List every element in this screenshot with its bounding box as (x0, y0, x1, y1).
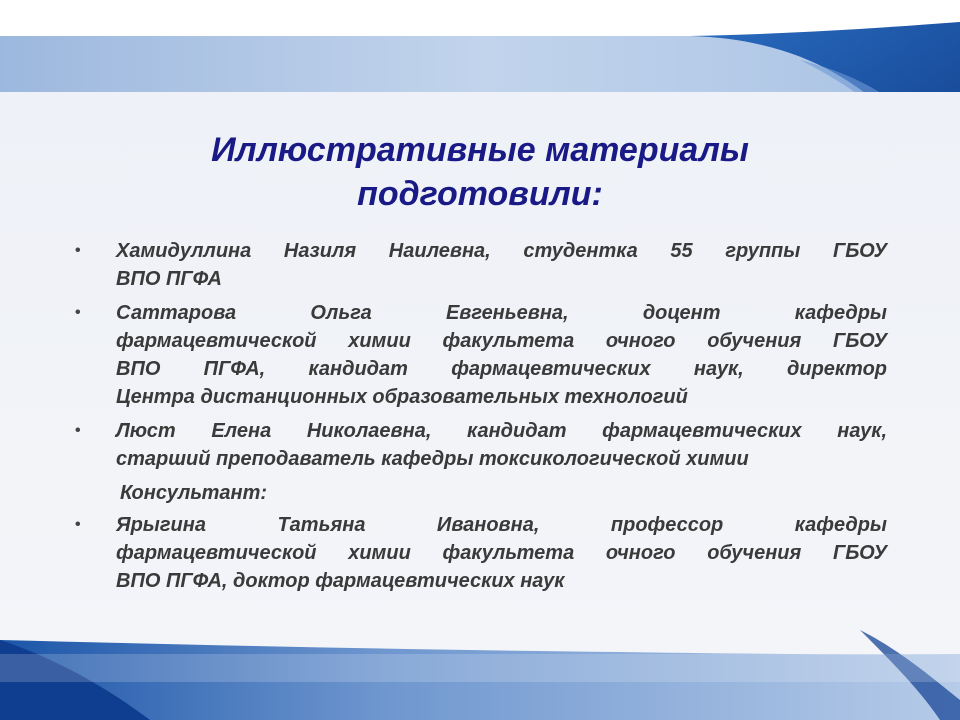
credits-list (75, 237, 887, 601)
list-item (75, 511, 887, 595)
item-line: фармацевтической химии факультета очного обучения ГБОУ (116, 542, 887, 564)
bullet: • (75, 304, 81, 321)
list-item (75, 299, 887, 411)
item-line: Ярыгина Татьяна Ивановна, профессор кафедры (116, 514, 887, 536)
bullet: • (75, 422, 81, 439)
slide-title (120, 128, 840, 216)
item-line: Саттарова Ольга Евгеньевна, доцент кафедры (116, 302, 887, 324)
title-line: Иллюстративные материалы (211, 131, 749, 169)
list-item (75, 237, 887, 293)
item-line: Люст Елена Николаевна, кандидат фармацевтических наук, (116, 420, 887, 442)
bottom-highlight (0, 654, 960, 682)
item-line: Центра дистанционных образовательных технологий (116, 386, 688, 408)
title-line: подготовили: (357, 175, 603, 213)
item-line: ВПО ПГФА (116, 268, 222, 290)
bullet: • (75, 242, 81, 259)
item-line: старший преподаватель кафедры токсикологической химии (116, 448, 749, 470)
list-item (75, 417, 887, 473)
item-line: Хамидуллина Назиля Наилевна, студентка 55 группы ГБОУ (116, 240, 887, 262)
top-white-strip (0, 0, 960, 36)
consultant-label: Консультант: (120, 482, 268, 504)
item-line: ВПО ПГФА, доктор фармацевтических наук (116, 570, 565, 592)
item-line: ВПО ПГФА, кандидат фармацевтических наук, директор (116, 358, 887, 380)
bullet: • (75, 516, 81, 533)
item-line: фармацевтической химии факультета очного обучения ГБОУ (116, 330, 887, 352)
